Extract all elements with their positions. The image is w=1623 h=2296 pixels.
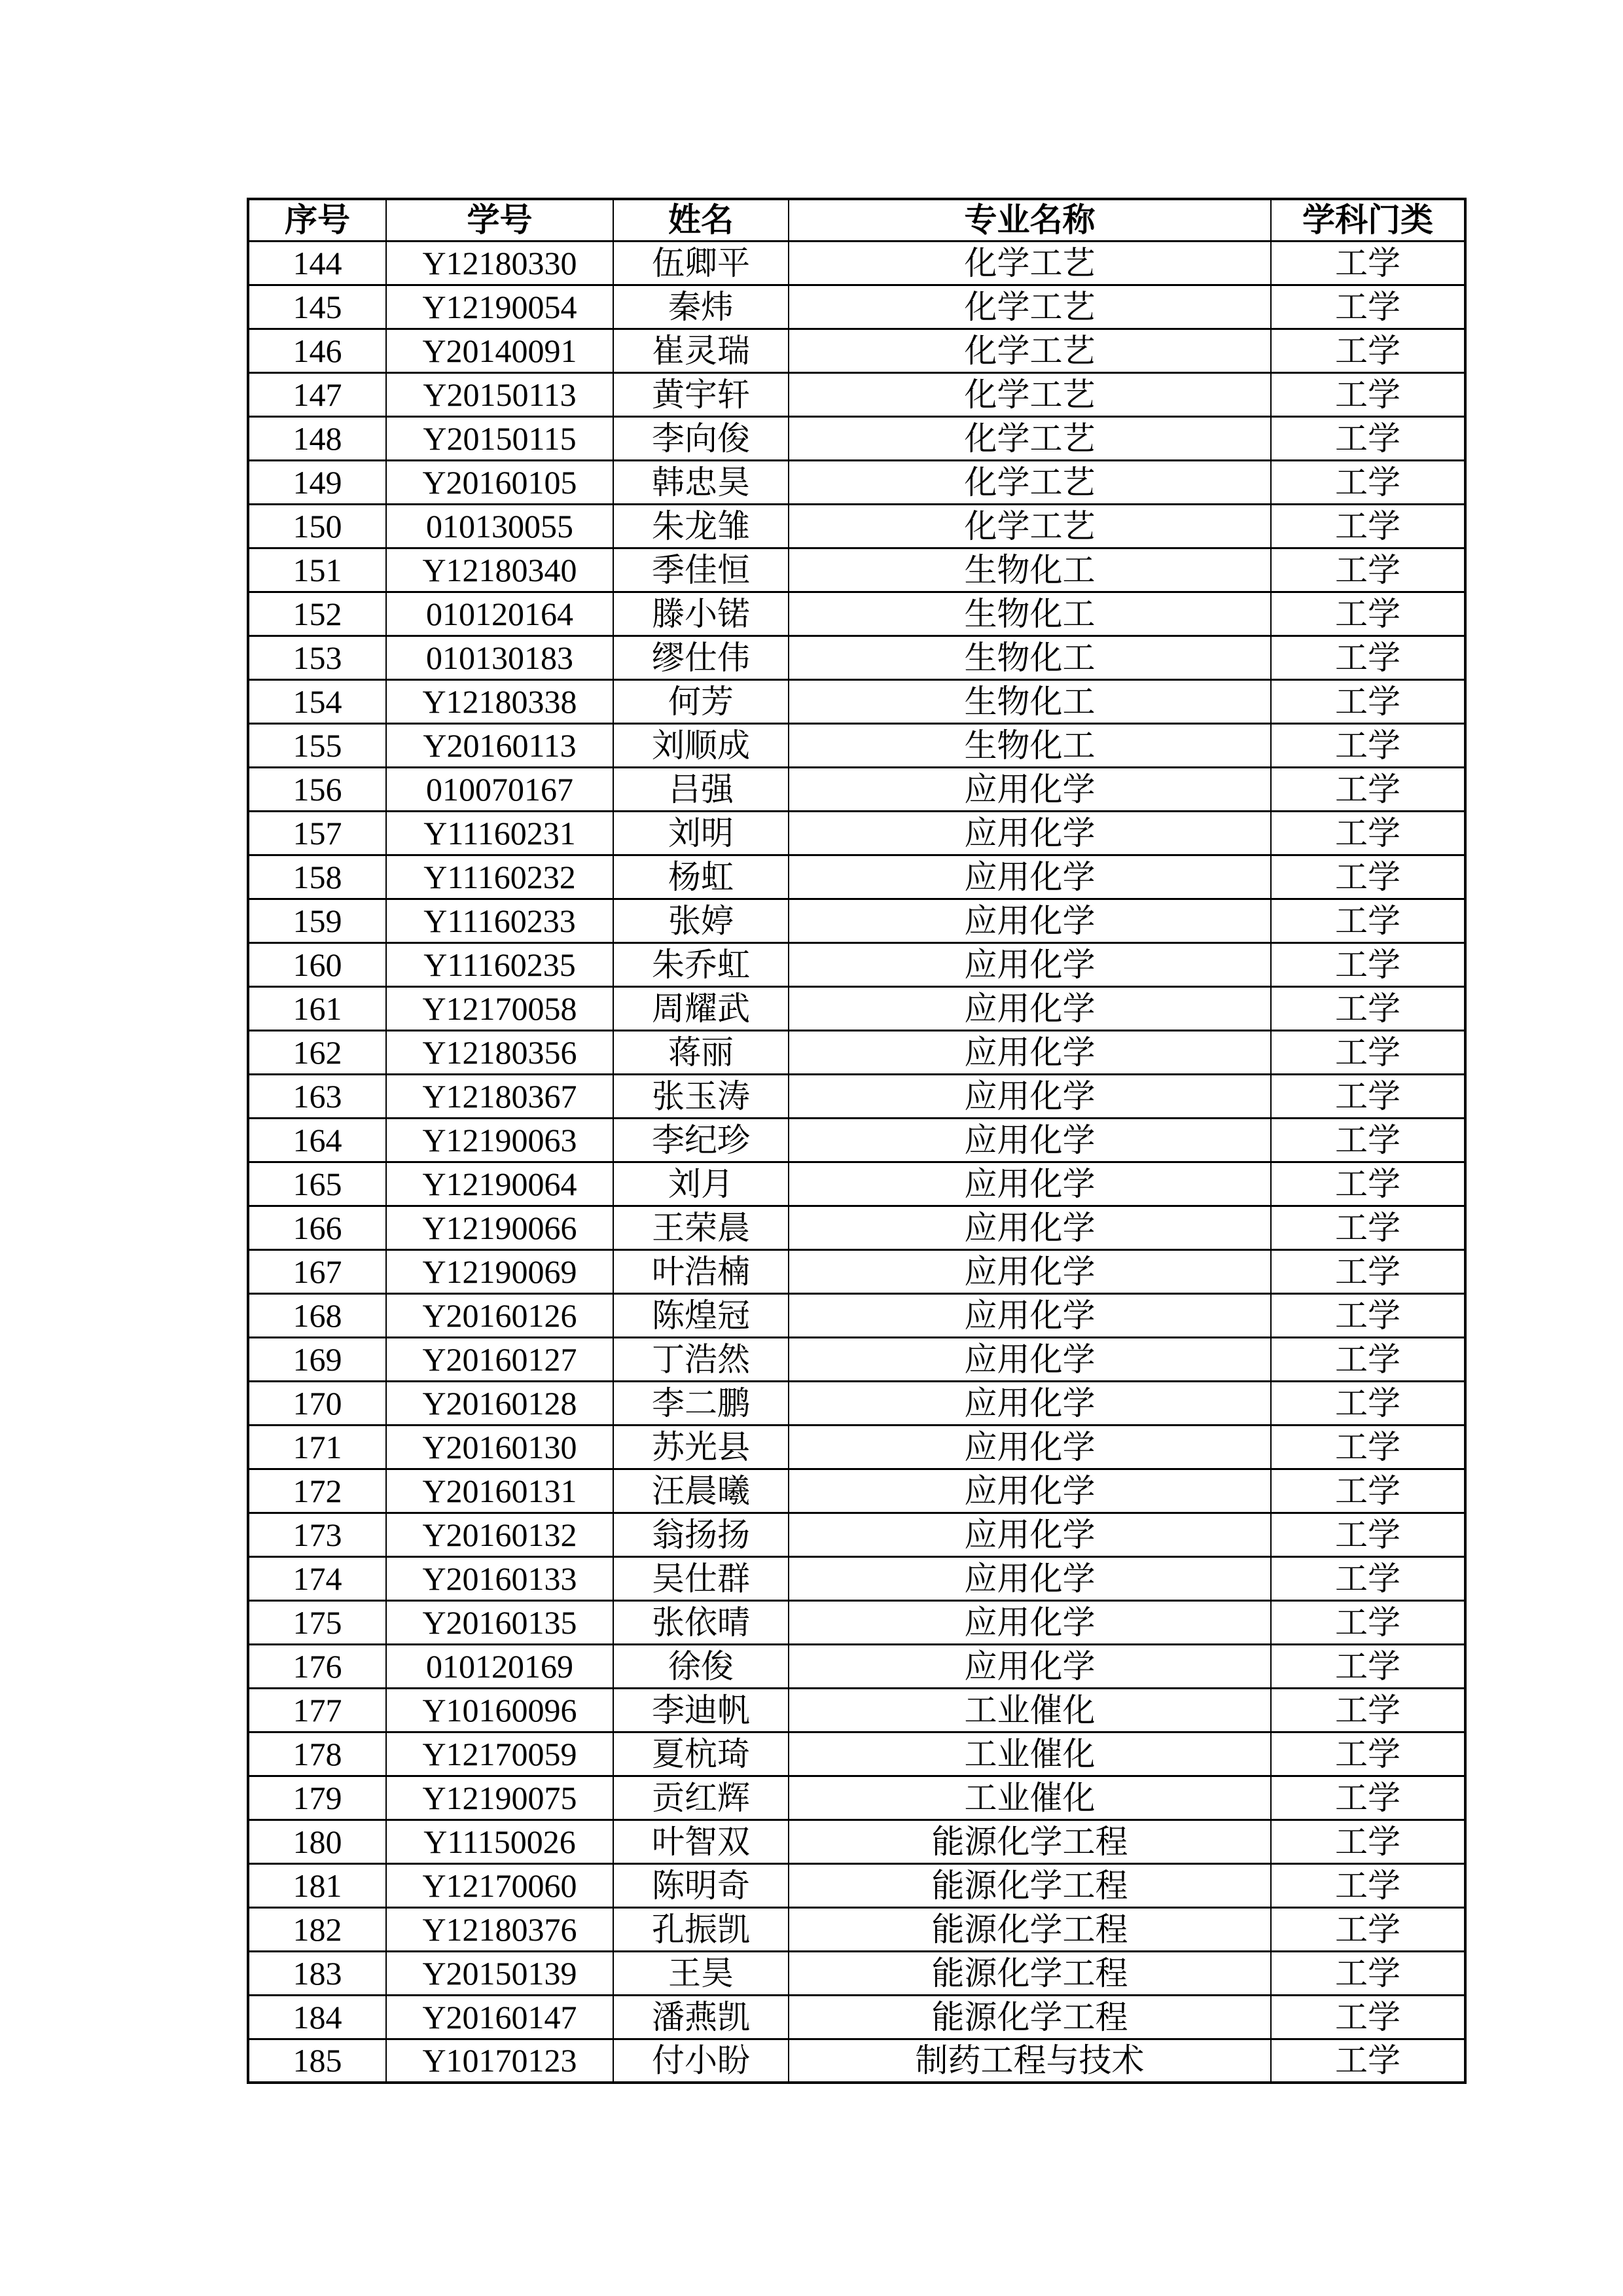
cell-name: 缪仕伟 <box>613 636 789 679</box>
cell-name: 蒋丽 <box>613 1030 789 1074</box>
cell-student-id: Y10170123 <box>386 2039 613 2083</box>
cell-major: 能源化学工程 <box>789 1951 1271 1995</box>
cell-discipline: 工学 <box>1271 1732 1465 1776</box>
cell-name: 周耀武 <box>613 986 789 1030</box>
table-row <box>248 548 1465 592</box>
cell-major: 应用化学 <box>789 811 1271 855</box>
cell-student-id: Y20160132 <box>386 1513 613 1556</box>
cell-discipline: 工学 <box>1271 855 1465 899</box>
cell-major: 应用化学 <box>789 1513 1271 1556</box>
table-row <box>248 942 1465 986</box>
cell-major: 应用化学 <box>789 855 1271 899</box>
cell-index: 181 <box>248 1863 386 1907</box>
cell-major: 生物化工 <box>789 548 1271 592</box>
cell-major: 化学工艺 <box>789 460 1271 504</box>
header-index: 序号 <box>248 199 386 241</box>
cell-index: 164 <box>248 1118 386 1162</box>
cell-index: 185 <box>248 2039 386 2083</box>
cell-index: 165 <box>248 1162 386 1206</box>
cell-discipline: 工学 <box>1271 1030 1465 1074</box>
cell-name: 付小盼 <box>613 2039 789 2083</box>
cell-name: 陈煌冠 <box>613 1293 789 1337</box>
table-row <box>248 1030 1465 1074</box>
cell-major: 应用化学 <box>789 986 1271 1030</box>
cell-index: 169 <box>248 1337 386 1381</box>
cell-index: 157 <box>248 811 386 855</box>
cell-index: 174 <box>248 1556 386 1600</box>
cell-discipline: 工学 <box>1271 1644 1465 1688</box>
cell-student-id: Y11160235 <box>386 942 613 986</box>
cell-major: 应用化学 <box>789 1337 1271 1381</box>
cell-name: 季佳恒 <box>613 548 789 592</box>
cell-name: 刘明 <box>613 811 789 855</box>
cell-major: 应用化学 <box>789 1293 1271 1337</box>
cell-student-id: Y20160126 <box>386 1293 613 1337</box>
cell-discipline: 工学 <box>1271 1337 1465 1381</box>
table-row <box>248 1863 1465 1907</box>
cell-index: 178 <box>248 1732 386 1776</box>
student-table <box>247 198 1467 2084</box>
cell-student-id: Y12190063 <box>386 1118 613 1162</box>
cell-name: 王昊 <box>613 1951 789 1995</box>
table-row <box>248 460 1465 504</box>
cell-major: 应用化学 <box>789 1030 1271 1074</box>
cell-major: 制药工程与技术 <box>789 2039 1271 2083</box>
cell-discipline: 工学 <box>1271 767 1465 811</box>
cell-name: 李迪帆 <box>613 1688 789 1732</box>
table-row <box>248 1513 1465 1556</box>
cell-index: 163 <box>248 1074 386 1118</box>
table-row <box>248 592 1465 636</box>
cell-index: 155 <box>248 723 386 767</box>
cell-discipline: 工学 <box>1271 1863 1465 1907</box>
cell-major: 能源化学工程 <box>789 1995 1271 2039</box>
cell-student-id: Y12170059 <box>386 1732 613 1776</box>
cell-student-id: Y12190066 <box>386 1206 613 1249</box>
cell-index: 172 <box>248 1469 386 1513</box>
table-row <box>248 1381 1465 1425</box>
cell-index: 175 <box>248 1600 386 1644</box>
cell-major: 生物化工 <box>789 723 1271 767</box>
cell-major: 生物化工 <box>789 592 1271 636</box>
table-row <box>248 1820 1465 1863</box>
cell-major: 应用化学 <box>789 1206 1271 1249</box>
cell-index: 183 <box>248 1951 386 1995</box>
cell-major: 生物化工 <box>789 636 1271 679</box>
cell-index: 158 <box>248 855 386 899</box>
cell-discipline: 工学 <box>1271 1074 1465 1118</box>
cell-student-id: Y20160105 <box>386 460 613 504</box>
cell-student-id: Y20160147 <box>386 1995 613 2039</box>
table-row <box>248 767 1465 811</box>
cell-student-id: Y20160127 <box>386 1337 613 1381</box>
cell-student-id: 010070167 <box>386 767 613 811</box>
cell-name: 张玉涛 <box>613 1074 789 1118</box>
cell-name: 徐俊 <box>613 1644 789 1688</box>
cell-discipline: 工学 <box>1271 899 1465 942</box>
cell-student-id: Y12190064 <box>386 1162 613 1206</box>
cell-index: 170 <box>248 1381 386 1425</box>
cell-name: 李向俊 <box>613 416 789 460</box>
cell-student-id: Y12180340 <box>386 548 613 592</box>
table-row <box>248 899 1465 942</box>
cell-name: 吴仕群 <box>613 1556 789 1600</box>
cell-name: 朱龙雏 <box>613 504 789 548</box>
cell-student-id: Y12180376 <box>386 1907 613 1951</box>
cell-discipline: 工学 <box>1271 942 1465 986</box>
cell-discipline: 工学 <box>1271 1907 1465 1951</box>
cell-student-id: Y12180330 <box>386 241 613 285</box>
cell-major: 化学工艺 <box>789 285 1271 329</box>
cell-discipline: 工学 <box>1271 416 1465 460</box>
cell-name: 黄宇轩 <box>613 372 789 416</box>
cell-major: 工业催化 <box>789 1776 1271 1820</box>
table-row <box>248 1644 1465 1688</box>
cell-discipline: 工学 <box>1271 986 1465 1030</box>
cell-discipline: 工学 <box>1271 1469 1465 1513</box>
cell-discipline: 工学 <box>1271 329 1465 372</box>
cell-discipline: 工学 <box>1271 1995 1465 2039</box>
cell-student-id: Y11160231 <box>386 811 613 855</box>
cell-major: 应用化学 <box>789 942 1271 986</box>
cell-student-id: 010120164 <box>386 592 613 636</box>
table-row <box>248 1951 1465 1995</box>
cell-student-id: Y12170060 <box>386 1863 613 1907</box>
table-row <box>248 855 1465 899</box>
table-row <box>248 2039 1465 2083</box>
cell-student-id: Y11150026 <box>386 1820 613 1863</box>
cell-index: 168 <box>248 1293 386 1337</box>
cell-index: 171 <box>248 1425 386 1469</box>
cell-student-id: Y20150113 <box>386 372 613 416</box>
cell-discipline: 工学 <box>1271 2039 1465 2083</box>
cell-discipline: 工学 <box>1271 1206 1465 1249</box>
cell-name: 吕强 <box>613 767 789 811</box>
table-row <box>248 1425 1465 1469</box>
table-row <box>248 504 1465 548</box>
table-row <box>248 1162 1465 1206</box>
cell-index: 149 <box>248 460 386 504</box>
cell-major: 应用化学 <box>789 1556 1271 1600</box>
cell-index: 146 <box>248 329 386 372</box>
header-major: 专业名称 <box>789 199 1271 241</box>
table-header-row <box>248 199 1465 241</box>
cell-major: 应用化学 <box>789 1074 1271 1118</box>
cell-student-id: Y11160232 <box>386 855 613 899</box>
cell-student-id: Y12180338 <box>386 679 613 723</box>
cell-discipline: 工学 <box>1271 241 1465 285</box>
cell-index: 182 <box>248 1907 386 1951</box>
cell-discipline: 工学 <box>1271 1381 1465 1425</box>
table-row <box>248 416 1465 460</box>
cell-name: 叶浩楠 <box>613 1249 789 1293</box>
table-row <box>248 1688 1465 1732</box>
cell-name: 李纪珍 <box>613 1118 789 1162</box>
cell-index: 150 <box>248 504 386 548</box>
table-row <box>248 1337 1465 1381</box>
table-row <box>248 285 1465 329</box>
cell-name: 贡红辉 <box>613 1776 789 1820</box>
cell-name: 张婷 <box>613 899 789 942</box>
cell-major: 应用化学 <box>789 1644 1271 1688</box>
cell-discipline: 工学 <box>1271 636 1465 679</box>
cell-name: 朱乔虹 <box>613 942 789 986</box>
cell-discipline: 工学 <box>1271 1556 1465 1600</box>
cell-major: 工业催化 <box>789 1732 1271 1776</box>
cell-index: 159 <box>248 899 386 942</box>
table-row <box>248 329 1465 372</box>
table-row <box>248 1776 1465 1820</box>
cell-student-id: Y12180356 <box>386 1030 613 1074</box>
header-name: 姓名 <box>613 199 789 241</box>
cell-name: 刘月 <box>613 1162 789 1206</box>
cell-major: 应用化学 <box>789 1249 1271 1293</box>
cell-index: 152 <box>248 592 386 636</box>
cell-name: 杨虹 <box>613 855 789 899</box>
cell-discipline: 工学 <box>1271 1118 1465 1162</box>
cell-student-id: Y12170058 <box>386 986 613 1030</box>
table-body <box>248 241 1465 2083</box>
table-row <box>248 1469 1465 1513</box>
cell-discipline: 工学 <box>1271 548 1465 592</box>
cell-student-id: Y20160131 <box>386 1469 613 1513</box>
cell-student-id: Y20160113 <box>386 723 613 767</box>
cell-index: 176 <box>248 1644 386 1688</box>
cell-discipline: 工学 <box>1271 811 1465 855</box>
cell-index: 145 <box>248 285 386 329</box>
cell-discipline: 工学 <box>1271 1249 1465 1293</box>
cell-name: 崔灵瑞 <box>613 329 789 372</box>
table-row <box>248 723 1465 767</box>
table-row <box>248 679 1465 723</box>
cell-index: 166 <box>248 1206 386 1249</box>
cell-discipline: 工学 <box>1271 1513 1465 1556</box>
cell-major: 化学工艺 <box>789 372 1271 416</box>
cell-major: 化学工艺 <box>789 416 1271 460</box>
cell-major: 应用化学 <box>789 767 1271 811</box>
table-row <box>248 1293 1465 1337</box>
cell-major: 化学工艺 <box>789 329 1271 372</box>
cell-name: 孔振凯 <box>613 1907 789 1951</box>
cell-major: 应用化学 <box>789 1381 1271 1425</box>
cell-major: 能源化学工程 <box>789 1820 1271 1863</box>
cell-discipline: 工学 <box>1271 723 1465 767</box>
cell-index: 153 <box>248 636 386 679</box>
cell-index: 173 <box>248 1513 386 1556</box>
cell-student-id: 010130055 <box>386 504 613 548</box>
table-row <box>248 1074 1465 1118</box>
cell-student-id: Y12180367 <box>386 1074 613 1118</box>
cell-major: 工业催化 <box>789 1688 1271 1732</box>
cell-index: 148 <box>248 416 386 460</box>
cell-student-id: Y10160096 <box>386 1688 613 1732</box>
cell-discipline: 工学 <box>1271 1293 1465 1337</box>
cell-major: 应用化学 <box>789 1118 1271 1162</box>
cell-index: 154 <box>248 679 386 723</box>
cell-major: 能源化学工程 <box>789 1863 1271 1907</box>
cell-name: 李二鹏 <box>613 1381 789 1425</box>
header-student-id: 学号 <box>386 199 613 241</box>
cell-student-id: Y20160128 <box>386 1381 613 1425</box>
cell-student-id: 010120169 <box>386 1644 613 1688</box>
cell-discipline: 工学 <box>1271 1425 1465 1469</box>
cell-discipline: 工学 <box>1271 372 1465 416</box>
cell-major: 应用化学 <box>789 1469 1271 1513</box>
table-row <box>248 1556 1465 1600</box>
cell-index: 179 <box>248 1776 386 1820</box>
cell-student-id: Y12190075 <box>386 1776 613 1820</box>
cell-major: 应用化学 <box>789 1162 1271 1206</box>
cell-major: 应用化学 <box>789 899 1271 942</box>
cell-name: 潘燕凯 <box>613 1995 789 2039</box>
cell-index: 167 <box>248 1249 386 1293</box>
cell-discipline: 工学 <box>1271 1776 1465 1820</box>
cell-discipline: 工学 <box>1271 679 1465 723</box>
cell-discipline: 工学 <box>1271 504 1465 548</box>
cell-index: 144 <box>248 241 386 285</box>
table-row <box>248 1600 1465 1644</box>
cell-discipline: 工学 <box>1271 1688 1465 1732</box>
table-row <box>248 1249 1465 1293</box>
table-row <box>248 1907 1465 1951</box>
cell-major: 能源化学工程 <box>789 1907 1271 1951</box>
cell-student-id: Y20160130 <box>386 1425 613 1469</box>
cell-major: 应用化学 <box>789 1425 1271 1469</box>
cell-student-id: Y11160233 <box>386 899 613 942</box>
cell-name: 夏杭琦 <box>613 1732 789 1776</box>
cell-name: 张依晴 <box>613 1600 789 1644</box>
cell-name: 王荣晨 <box>613 1206 789 1249</box>
table-row <box>248 1995 1465 2039</box>
cell-major: 应用化学 <box>789 1600 1271 1644</box>
cell-name: 翁扬扬 <box>613 1513 789 1556</box>
cell-student-id: Y12190069 <box>386 1249 613 1293</box>
cell-student-id: 010130183 <box>386 636 613 679</box>
cell-index: 147 <box>248 372 386 416</box>
table-row <box>248 1732 1465 1776</box>
cell-name: 丁浩然 <box>613 1337 789 1381</box>
cell-discipline: 工学 <box>1271 592 1465 636</box>
cell-name: 伍卿平 <box>613 241 789 285</box>
cell-name: 刘顺成 <box>613 723 789 767</box>
cell-major: 化学工艺 <box>789 504 1271 548</box>
cell-major: 化学工艺 <box>789 241 1271 285</box>
cell-discipline: 工学 <box>1271 1820 1465 1863</box>
table-row <box>248 372 1465 416</box>
cell-discipline: 工学 <box>1271 1951 1465 1995</box>
cell-student-id: Y20150139 <box>386 1951 613 1995</box>
table-row <box>248 1206 1465 1249</box>
cell-discipline: 工学 <box>1271 1162 1465 1206</box>
cell-name: 汪晨曦 <box>613 1469 789 1513</box>
table-row <box>248 241 1465 285</box>
cell-student-id: Y20150115 <box>386 416 613 460</box>
cell-student-id: Y20160135 <box>386 1600 613 1644</box>
cell-student-id: Y12190054 <box>386 285 613 329</box>
cell-index: 151 <box>248 548 386 592</box>
cell-name: 叶智双 <box>613 1820 789 1863</box>
cell-index: 156 <box>248 767 386 811</box>
cell-discipline: 工学 <box>1271 285 1465 329</box>
cell-index: 160 <box>248 942 386 986</box>
cell-student-id: Y20160133 <box>386 1556 613 1600</box>
cell-name: 苏光县 <box>613 1425 789 1469</box>
cell-name: 何芳 <box>613 679 789 723</box>
cell-student-id: Y20140091 <box>386 329 613 372</box>
header-discipline: 学科门类 <box>1271 199 1465 241</box>
table-row <box>248 636 1465 679</box>
table-row <box>248 811 1465 855</box>
cell-discipline: 工学 <box>1271 460 1465 504</box>
cell-name: 滕小锘 <box>613 592 789 636</box>
cell-major: 生物化工 <box>789 679 1271 723</box>
cell-name: 韩忠昊 <box>613 460 789 504</box>
table-row <box>248 986 1465 1030</box>
cell-index: 161 <box>248 986 386 1030</box>
cell-index: 177 <box>248 1688 386 1732</box>
cell-name: 秦炜 <box>613 285 789 329</box>
cell-index: 180 <box>248 1820 386 1863</box>
table-row <box>248 1118 1465 1162</box>
cell-index: 184 <box>248 1995 386 2039</box>
cell-index: 162 <box>248 1030 386 1074</box>
cell-name: 陈明奇 <box>613 1863 789 1907</box>
cell-discipline: 工学 <box>1271 1600 1465 1644</box>
